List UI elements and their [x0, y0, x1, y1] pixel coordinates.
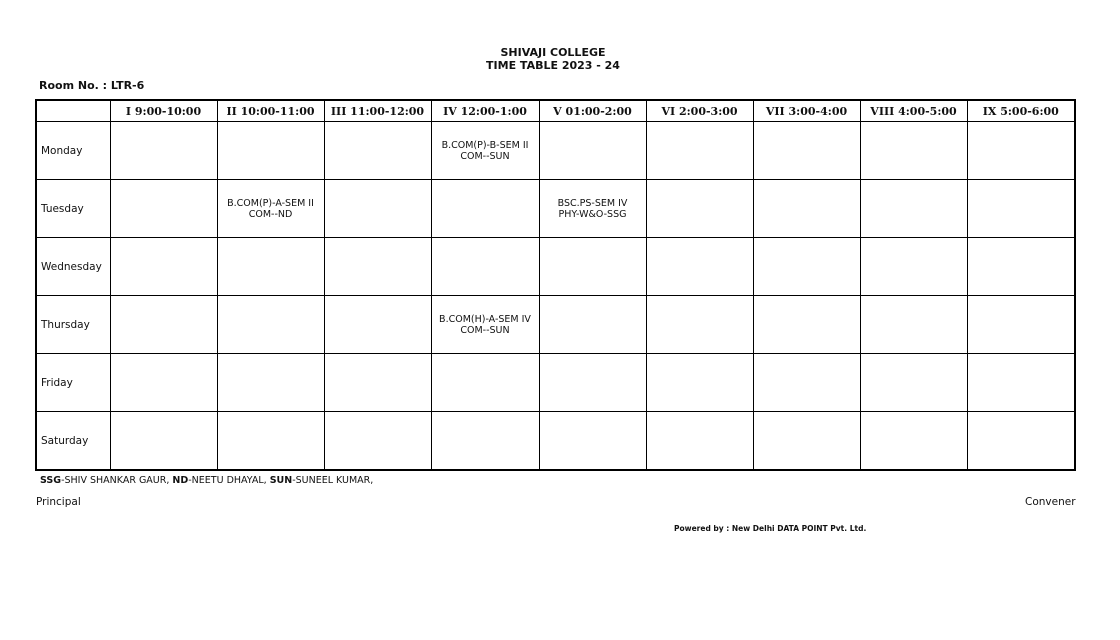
timetable-cell: [110, 354, 217, 412]
timetable-cell: [324, 354, 431, 412]
timetable-cell: [324, 180, 431, 238]
timetable-cell: [110, 296, 217, 354]
timetable-cell: [967, 296, 1075, 354]
college-name: SHIVAJI COLLEGE: [500, 46, 606, 59]
timetable-cell: [539, 296, 646, 354]
timetable-title: TIME TABLE 2023 - 24: [486, 59, 620, 72]
room-number: Room No. : LTR-6: [39, 79, 145, 92]
timetable-cell: [967, 412, 1075, 471]
timetable-cell: [646, 180, 753, 238]
timetable-cell: [431, 180, 539, 238]
teacher-code: ND: [172, 475, 189, 486]
timetable-cell: [646, 238, 753, 296]
principal-signature: Principal: [36, 496, 81, 508]
timetable-cell: [753, 180, 860, 238]
period-header: IV 12:00-1:00: [431, 100, 539, 122]
timetable-cell: [324, 238, 431, 296]
period-header: II 10:00-11:00: [217, 100, 324, 122]
period-header: VI 2:00-3:00: [646, 100, 753, 122]
table-row: [36, 412, 1075, 471]
timetable-cell: [967, 238, 1075, 296]
powered-by: Powered by : New Delhi DATA POINT Pvt. Ltd.: [674, 524, 867, 533]
timetable: [35, 99, 1076, 471]
table-row: [36, 122, 1075, 180]
class-name: B.COM(P)-B-SEM II: [441, 139, 529, 151]
timetable-cell: [217, 412, 324, 471]
convener-signature: Convener: [1025, 496, 1076, 508]
timetable-cell: [967, 180, 1075, 238]
timetable-cell: [324, 122, 431, 180]
timetable-cell: [753, 238, 860, 296]
day-label: Monday: [36, 122, 110, 180]
table-row: [36, 238, 1075, 296]
timetable-cell: [431, 122, 539, 180]
timetable-cell: [753, 122, 860, 180]
table-row: [36, 296, 1075, 354]
timetable-cell: [860, 180, 967, 238]
teacher-code: SSG: [40, 475, 62, 486]
teacher-name: -NEETU DHAYAL,: [188, 475, 270, 486]
teacher-legend: [40, 475, 373, 486]
timetable-cell: [646, 354, 753, 412]
timetable-cell: [539, 180, 646, 238]
timetable-cell: [110, 180, 217, 238]
timetable-cell: [753, 354, 860, 412]
day-label: Tuesday: [36, 180, 110, 238]
timetable-cell: [431, 296, 539, 354]
timetable-cell: [539, 238, 646, 296]
timetable-cell: [860, 122, 967, 180]
timetable-cell: [431, 412, 539, 471]
table-row: [36, 354, 1075, 412]
timetable-cell: [753, 412, 860, 471]
day-label: Saturday: [36, 412, 110, 471]
timetable-cell: [646, 296, 753, 354]
timetable-cell: [110, 412, 217, 471]
day-label: Wednesday: [36, 238, 110, 296]
table-row: [36, 180, 1075, 238]
timetable-cell: [324, 412, 431, 471]
timetable-cell: [860, 354, 967, 412]
teacher-name: -SUNEEL KUMAR,: [292, 475, 374, 486]
class-name: BSC.PS-SEM IV: [557, 197, 628, 209]
teacher-name: -SHIV SHANKAR GAUR,: [61, 475, 173, 486]
timetable-cell: [110, 238, 217, 296]
timetable-cell: [217, 238, 324, 296]
timetable-cell: [217, 122, 324, 180]
subject-teacher: COM--SUN: [460, 324, 510, 336]
period-header: VII 3:00-4:00: [753, 100, 860, 122]
period-header: I 9:00-10:00: [110, 100, 217, 122]
document-title: [0, 46, 1106, 72]
timetable-cell: [646, 412, 753, 471]
timetable-cell: [967, 354, 1075, 412]
timetable-cell: [431, 354, 539, 412]
day-label: Friday: [36, 354, 110, 412]
period-header: III 11:00-12:00: [324, 100, 431, 122]
timetable-cell: [967, 122, 1075, 180]
timetable-cell: [217, 296, 324, 354]
timetable-cell: [539, 354, 646, 412]
timetable-cell: [217, 354, 324, 412]
timetable-cell: [324, 296, 431, 354]
teacher-code: SUN: [269, 475, 293, 486]
day-label: Thursday: [36, 296, 110, 354]
timetable-cell: [860, 412, 967, 471]
period-header: VIII 4:00-5:00: [860, 100, 967, 122]
timetable-cell: [110, 122, 217, 180]
timetable-cell: [539, 122, 646, 180]
timetable-cell: [860, 296, 967, 354]
subject-teacher: COM--ND: [248, 208, 293, 220]
timetable-cell: [431, 238, 539, 296]
period-header: V 01:00-2:00: [539, 100, 646, 122]
header-row: [36, 100, 1075, 122]
corner-header: [36, 100, 110, 122]
timetable-cell: [646, 122, 753, 180]
timetable-cell: [539, 412, 646, 471]
timetable-cell: [217, 180, 324, 238]
subject-teacher: PHY-W&O-SSG: [558, 208, 627, 220]
class-name: B.COM(P)-A-SEM II: [227, 197, 314, 209]
timetable-cell: [753, 296, 860, 354]
timetable-cell: [860, 238, 967, 296]
subject-teacher: COM--SUN: [460, 150, 510, 162]
period-header: IX 5:00-6:00: [967, 100, 1075, 122]
class-name: B.COM(H)-A-SEM IV: [439, 313, 531, 325]
